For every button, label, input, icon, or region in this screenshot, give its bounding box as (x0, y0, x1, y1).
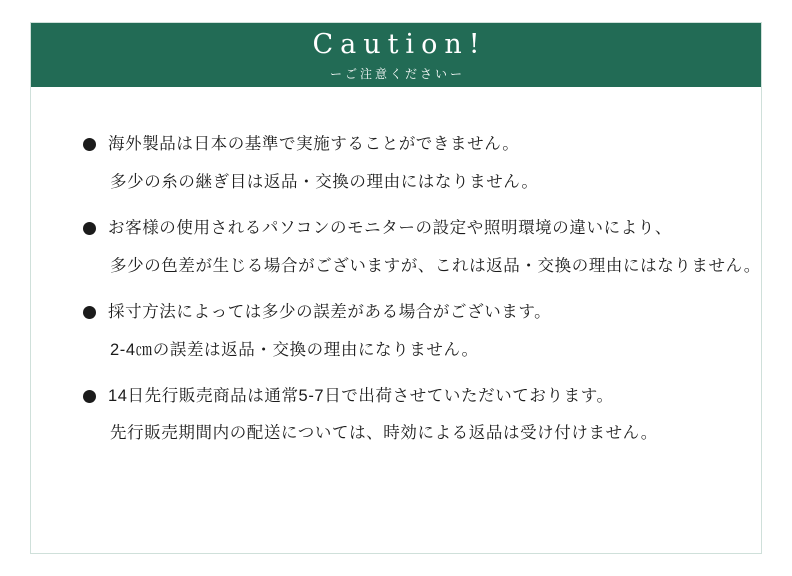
filled-circle-bullet-icon (83, 390, 96, 403)
filled-circle-bullet-icon (83, 138, 96, 151)
list-item (57, 385, 727, 447)
notice-line: 先行販売期間内の配送については、時効による返品は受け付けません。 (110, 424, 658, 443)
notice-line: 採寸方法によっては多少の誤差がある場合がございます。 (108, 302, 552, 321)
list-item (57, 217, 761, 279)
notice-line: 多少の糸の継ぎ目は返品・交換の理由にはなりません。 (110, 172, 539, 191)
notice-text (108, 217, 761, 279)
notice-list (31, 87, 761, 446)
page-subtitle: ーご注意くださいー (329, 66, 465, 81)
notice-line: 14日先行販売商品は通常5-7日で出荷させていただいております。 (108, 386, 614, 405)
list-item (57, 133, 727, 195)
caution-card (30, 22, 762, 554)
filled-circle-bullet-icon (83, 306, 96, 319)
notice-line: 海外製品は日本の基準で実施することができません。 (108, 135, 520, 153)
notice-line: 2-4㎝の誤差は返品・交換の理由になりません。 (110, 340, 479, 359)
notice-line: お客様の使用されるパソコンのモニターの設定や照明環境の違いにより、 (108, 218, 672, 237)
notice-line: 多少の色差が生じる場合がございますが、これは返品・交換の理由にはなりません。 (110, 256, 761, 275)
notice-text (108, 385, 727, 447)
caution-header (31, 23, 761, 87)
filled-circle-bullet-icon (83, 222, 96, 235)
notice-text (108, 133, 727, 195)
notice-text (108, 301, 727, 363)
page-title: Caution! (312, 28, 487, 60)
list-item (57, 301, 727, 363)
